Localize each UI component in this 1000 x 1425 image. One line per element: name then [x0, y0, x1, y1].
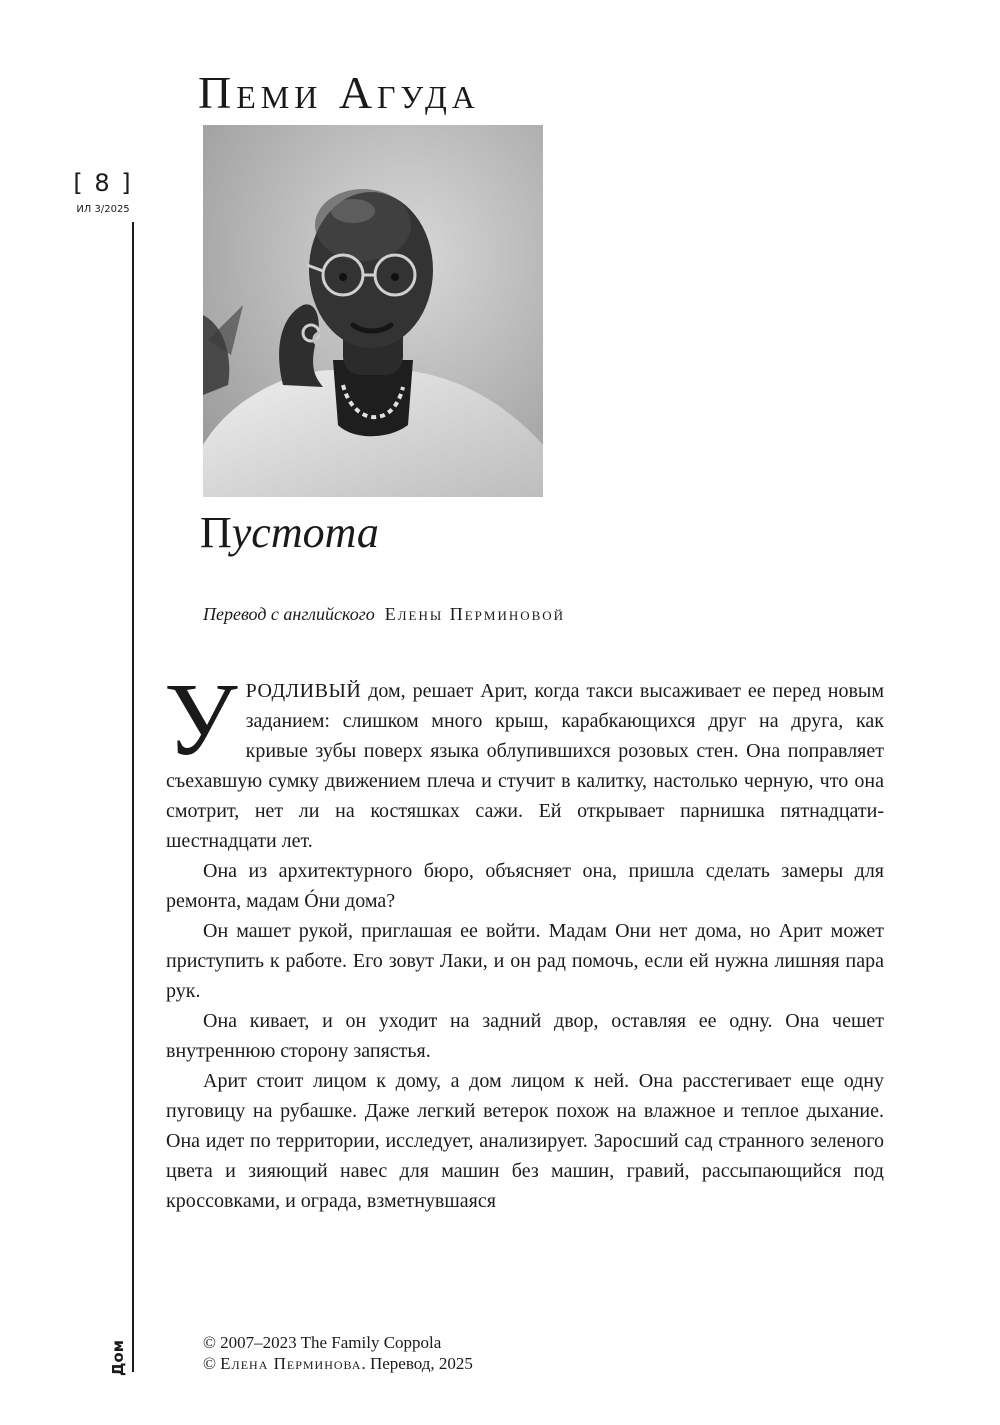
portrait-illustration: [203, 125, 543, 497]
section-label: [103, 1338, 133, 1378]
paragraph: Он машет рукой, приглашая ее войти. Мадам Они нет дома, но Арит может приступить к работе. Его зовут Лаки, и он рад помочь, если ей нужна лишняя пара рук.: [166, 920, 884, 1002]
paragraph-text: дом, решает Арит, когда такси высаживает ее перед новым заданием: слишком много крыш, карабкающихся друг на друга, как кривые зубы поверх языка облупившихся розовых стен. Она поправляет съехавшую сумку движением плеча и стучит в калитку, настолько черную, что она смотрит, нет ли на костяшках сажи. Ей открывает парнишка пятнадцати-шестнадцати лет.: [166, 680, 884, 852]
paragraph: Она из архитектурного бюро, объясняет она, пришла сделать замеры для ремонта, мадам Óни дома?: [166, 860, 884, 912]
copyright-year: . Перевод, 2025: [361, 1354, 473, 1373]
margin-rule: [132, 222, 134, 1372]
copyright-line: [203, 1353, 473, 1374]
section-label-text: Дом: [109, 1340, 127, 1376]
copyright-symbol: ©: [203, 1354, 221, 1373]
paragraph: Арит стоит лицом к дому, а дом лицом к ней. Она расстегивает еще одну пуговицу на рубашке. Даже легкий ветерок похож на влажное и теплое дыхание. Она идет по территории, исследует, анализирует. Заросший сад странного зеленого цвета и зияющий навес для машин без машин, гравий, рассыпающийся под кроссовками, и ограда, взметнувшаяся: [166, 1070, 884, 1212]
author-portrait: [203, 125, 543, 497]
article-body: [164, 662, 884, 1216]
paragraph: [164, 662, 884, 856]
author-name: Пеми Агуда: [198, 67, 480, 118]
copyright-line: © 2007–2023 The Family Coppola: [203, 1333, 442, 1352]
lead-in: РОДЛИВЫЙ: [245, 680, 362, 702]
copyright-block: [203, 1332, 473, 1374]
page-number: [ 8 ]: [73, 169, 133, 197]
copyright-holder: Елена Перминова: [220, 1354, 362, 1373]
translation-credit: [203, 602, 565, 626]
drop-cap: У: [164, 662, 238, 777]
story-title: [200, 508, 379, 558]
issue-label: ИЛ 3/2025: [76, 204, 130, 215]
translator-name: Елены Перминовой: [384, 604, 566, 624]
paragraph: Она кивает, и он уходит на задний двор, оставляя ее одну. Она чешет внутреннюю сторону запястья.: [166, 1010, 884, 1062]
story-title-initial: П: [200, 508, 232, 557]
translation-prefix: Перевод с английского: [203, 604, 375, 624]
story-title-rest: устота: [231, 508, 379, 557]
